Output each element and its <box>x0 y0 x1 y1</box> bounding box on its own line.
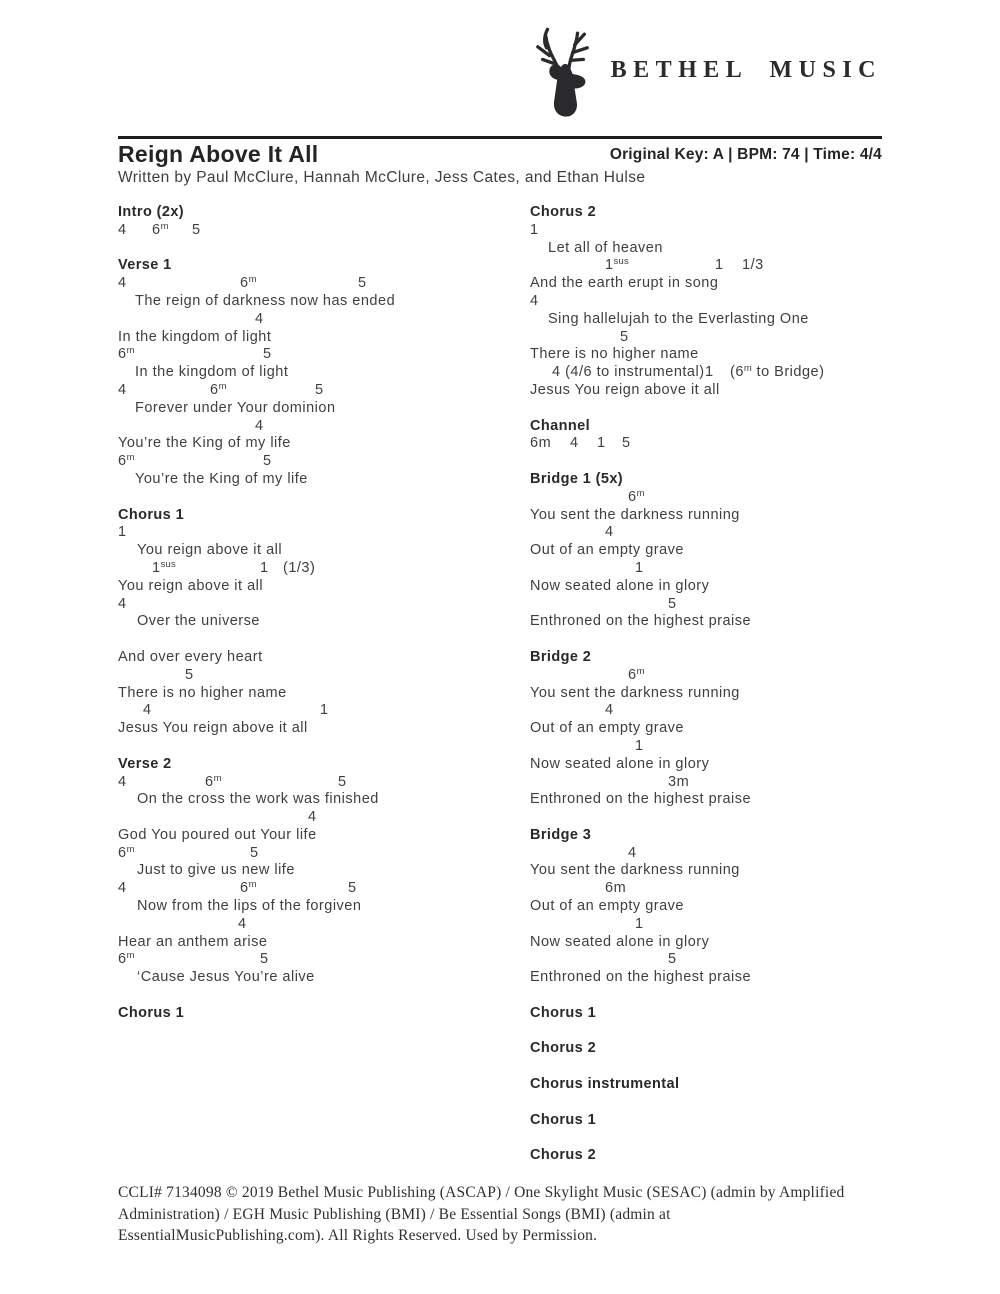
chord: 4 <box>605 702 614 719</box>
chord: 6m <box>605 880 627 897</box>
chord-line <box>118 702 518 720</box>
section-title: Chorus instrumental <box>530 1076 680 1093</box>
lyric-line: Just to give us new life <box>137 862 295 879</box>
chord-line <box>118 346 518 364</box>
chord: 1 <box>715 257 724 274</box>
lyric-line: You sent the darkness running <box>530 684 740 701</box>
chord-line <box>530 880 910 898</box>
lyric-line: Now from the lips of the forgiven <box>137 898 362 915</box>
chord: 4 <box>143 702 152 719</box>
footer-line: CCLI# 7134098 © 2019 Bethel Music Publishing (ASCAP) / One Skylight Music (SESAC) (admin by Amplified <box>118 1184 845 1201</box>
footer-line: Administration) / EGH Music Publishing (BMI) / Be Essential Songs (BMI) (admin at <box>118 1205 671 1223</box>
chord: 6$^m$ <box>205 772 222 790</box>
chord: 5 <box>192 221 201 238</box>
chord-line <box>530 667 910 685</box>
chord: 4 <box>605 524 614 541</box>
chord-line <box>530 524 910 542</box>
chord-line <box>530 329 910 347</box>
chord-superscript: m <box>636 665 645 677</box>
chord: 6$^m$ <box>118 950 135 968</box>
section-title: Chorus 2 <box>530 1147 597 1164</box>
chord: 4 <box>255 310 264 327</box>
chord: 1 <box>260 559 269 576</box>
lyric-line: The reign of darkness now has ended <box>135 292 396 309</box>
chord-line <box>530 845 910 863</box>
column-left <box>118 204 518 1040</box>
chord-superscript: m <box>213 772 222 784</box>
chord: 4 <box>118 221 127 238</box>
lyric-line: Let all of heaven <box>548 239 663 256</box>
chord-line <box>118 418 518 436</box>
chord-line <box>530 774 910 792</box>
lyric-line: Now seated alone in glory <box>530 933 710 950</box>
section <box>530 1040 910 1058</box>
chord-line <box>118 560 518 578</box>
lyric-line: And the earth erupt in song <box>530 275 719 292</box>
chord-line <box>530 293 910 311</box>
chord: 5 <box>348 880 357 897</box>
chord: 1 <box>635 737 644 754</box>
chord-line <box>118 809 518 827</box>
lyric-line: You sent the darkness running <box>530 506 740 523</box>
chord-line <box>118 880 518 898</box>
chord-superscript: m <box>160 220 169 232</box>
column-right <box>530 204 910 1183</box>
chord: 4 <box>628 844 637 861</box>
section-title: Verse 2 <box>118 755 172 772</box>
chord: 4 <box>570 435 579 452</box>
chord-line <box>118 596 518 614</box>
chord: 6$^m$ <box>628 487 645 505</box>
chord-line <box>530 222 910 240</box>
chord-line <box>530 596 910 614</box>
lyric-line: Over the universe <box>137 613 260 630</box>
chord-line <box>530 560 910 578</box>
footer-copyright <box>118 1182 898 1247</box>
chord-line <box>530 257 910 275</box>
chord: 3m <box>668 773 690 790</box>
chord: 5 <box>338 773 347 790</box>
section <box>530 827 910 987</box>
section <box>530 649 910 809</box>
chord: (6$^m$ to Bridge) <box>730 363 825 381</box>
chord: 4 <box>255 417 264 434</box>
lyric-line: In the kingdom of light <box>135 364 289 381</box>
byline: Written by Paul McClure, Hannah McClure, Jess Cates, and Ethan Hulse <box>118 169 646 186</box>
chord: 5 <box>260 951 269 968</box>
chord-line <box>530 489 910 507</box>
section <box>530 471 910 631</box>
chord-superscript: sus <box>613 256 629 268</box>
chord-line <box>530 916 910 934</box>
chord-line <box>118 774 518 792</box>
section-title: Bridge 2 <box>530 648 592 665</box>
chord: 6m <box>530 435 552 452</box>
chord-superscript: m <box>248 274 257 286</box>
chord-line <box>118 845 518 863</box>
chord-line <box>118 311 518 329</box>
section <box>530 1112 910 1130</box>
chord: 4 <box>238 915 247 932</box>
lyric-line: Enthroned on the highest praise <box>530 969 752 986</box>
chord: 6$^m$ <box>210 380 227 398</box>
chord: 4 <box>118 595 127 612</box>
chord: 6$^m$ <box>240 879 257 897</box>
blank-line <box>118 631 518 649</box>
section-title: Intro (2x) <box>118 204 185 220</box>
song-meta: Original Key: A | BPM: 74 | Time: 4/4 <box>609 146 882 163</box>
chord: 5 <box>668 595 677 612</box>
lyric-line: Forever under Your dominion <box>135 399 336 416</box>
chord: 1 <box>320 702 329 719</box>
lyric-line: Out of an empty grave <box>530 898 684 915</box>
chord-superscript: m <box>248 879 257 891</box>
chord: 5 <box>263 453 272 470</box>
lyric-line: God You poured out Your life <box>118 826 317 843</box>
section <box>118 257 518 488</box>
chord: 1 <box>635 559 644 576</box>
section <box>118 756 518 987</box>
section <box>118 507 518 738</box>
chord-line <box>118 524 518 542</box>
chord: 6$^m$ <box>152 220 169 238</box>
lyric-line: You’re the King of my life <box>118 435 291 452</box>
section <box>530 1147 910 1165</box>
chord-superscript: m <box>126 950 135 962</box>
chord: 1 <box>118 524 127 541</box>
chord-superscript: m <box>743 363 753 375</box>
chord: 1 <box>705 364 714 381</box>
title-row <box>118 141 882 167</box>
chord: 4 <box>308 809 317 826</box>
lyric-line: You reign above it all <box>118 577 264 594</box>
section-title: Verse 1 <box>118 257 172 274</box>
chord-line <box>530 702 910 720</box>
chord: 6$^m$ <box>628 665 645 683</box>
chord: 1 <box>597 435 606 452</box>
lyric-line: There is no higher name <box>530 346 699 363</box>
chord-line <box>530 435 910 453</box>
chord: 4 <box>118 381 127 398</box>
lyric-line: In the kingdom of light <box>118 328 272 345</box>
lyric-line: There is no higher name <box>118 684 287 701</box>
section-title: Bridge 3 <box>530 826 592 843</box>
section-title: Chorus 1 <box>118 1004 185 1021</box>
chord-superscript: m <box>126 345 135 357</box>
section-title: Channel <box>530 417 590 434</box>
chord-line <box>118 916 518 934</box>
chord-line <box>118 275 518 293</box>
chord-line <box>118 222 518 240</box>
chord-line <box>118 951 518 969</box>
chord: 6$^m$ <box>118 843 135 861</box>
section <box>118 204 518 240</box>
chord: 4 <box>530 292 539 309</box>
song-title: Reign Above It All <box>118 141 319 167</box>
lyric-line: Enthroned on the highest praise <box>530 791 752 808</box>
section-title: Chorus 2 <box>530 204 597 220</box>
section-title: Chorus 1 <box>118 506 185 523</box>
chord: 5 <box>263 346 272 363</box>
chord-line <box>118 382 518 400</box>
stag-icon <box>531 26 595 118</box>
chord-superscript: m <box>636 487 645 499</box>
chord: 4 (4/6 to instrumental) <box>552 364 705 381</box>
header-divider <box>118 136 882 139</box>
chord: 5 <box>622 435 631 452</box>
section-title: Chorus 1 <box>530 1004 597 1021</box>
chord: 1 <box>635 915 644 932</box>
chord: 5 <box>358 275 367 292</box>
section <box>118 1005 518 1023</box>
chord-superscript: m <box>126 843 135 855</box>
lyric-line: Jesus You reign above it all <box>118 720 308 737</box>
lyric-line: Enthroned on the highest praise <box>530 613 752 630</box>
chord-line <box>530 738 910 756</box>
chord-superscript: sus <box>160 558 176 570</box>
chord-line <box>530 364 910 382</box>
chord: 6$^m$ <box>118 452 135 470</box>
section <box>530 204 910 400</box>
section <box>530 1005 910 1023</box>
chord: 5 <box>315 381 324 398</box>
lyric-line: You’re the King of my life <box>135 470 308 487</box>
section-title: Chorus 1 <box>530 1111 597 1128</box>
lyric-line: Out of an empty grave <box>530 720 684 737</box>
chord: 5 <box>250 844 259 861</box>
lyric-line: You reign above it all <box>137 542 283 559</box>
chord: 6$^m$ <box>240 274 257 292</box>
lyric-line: And over every heart <box>118 648 263 665</box>
chord: (1/3) <box>283 559 316 576</box>
chord-line <box>118 667 518 685</box>
lyric-line: Out of an empty grave <box>530 542 684 559</box>
footer-line: EssentialMusicPublishing.com). All Rights Reserved. Used by Permission. <box>118 1227 598 1244</box>
chord: $1^{sus}$ <box>605 256 629 274</box>
section-title: Chorus 2 <box>530 1040 597 1057</box>
chord: 4 <box>118 880 127 897</box>
chord: 1/3 <box>742 257 764 274</box>
section <box>530 418 910 454</box>
chord-superscript: m <box>218 380 227 392</box>
lyric-line: Hear an anthem arise <box>118 933 268 950</box>
lyric-line: Now seated alone in glory <box>530 755 710 772</box>
section <box>530 1076 910 1094</box>
chord: 5 <box>620 328 629 345</box>
lyric-line: Now seated alone in glory <box>530 577 710 594</box>
chord: 6$^m$ <box>118 345 135 363</box>
chord-superscript: m <box>126 452 135 464</box>
chord: $1^{sus}$ <box>152 558 176 576</box>
chord: 5 <box>668 951 677 968</box>
bethel-music-logo <box>531 26 882 118</box>
lyric-line: ‘Cause Jesus You’re alive <box>137 969 315 986</box>
lyric-line: Jesus You reign above it all <box>530 381 720 398</box>
chord: 5 <box>185 666 194 683</box>
section-title: Bridge 1 (5x) <box>530 470 624 487</box>
chord-line <box>530 951 910 969</box>
lyric-line: You sent the darkness running <box>530 862 740 879</box>
chord: 4 <box>118 275 127 292</box>
chord: 1 <box>530 221 539 238</box>
chord-line <box>118 453 518 471</box>
lyric-line: On the cross the work was finished <box>137 791 379 808</box>
lyric-line: Sing hallelujah to the Everlasting One <box>548 310 809 327</box>
brand-wordmark: BETHEL MUSIC <box>610 56 882 83</box>
chord: 4 <box>118 773 127 790</box>
